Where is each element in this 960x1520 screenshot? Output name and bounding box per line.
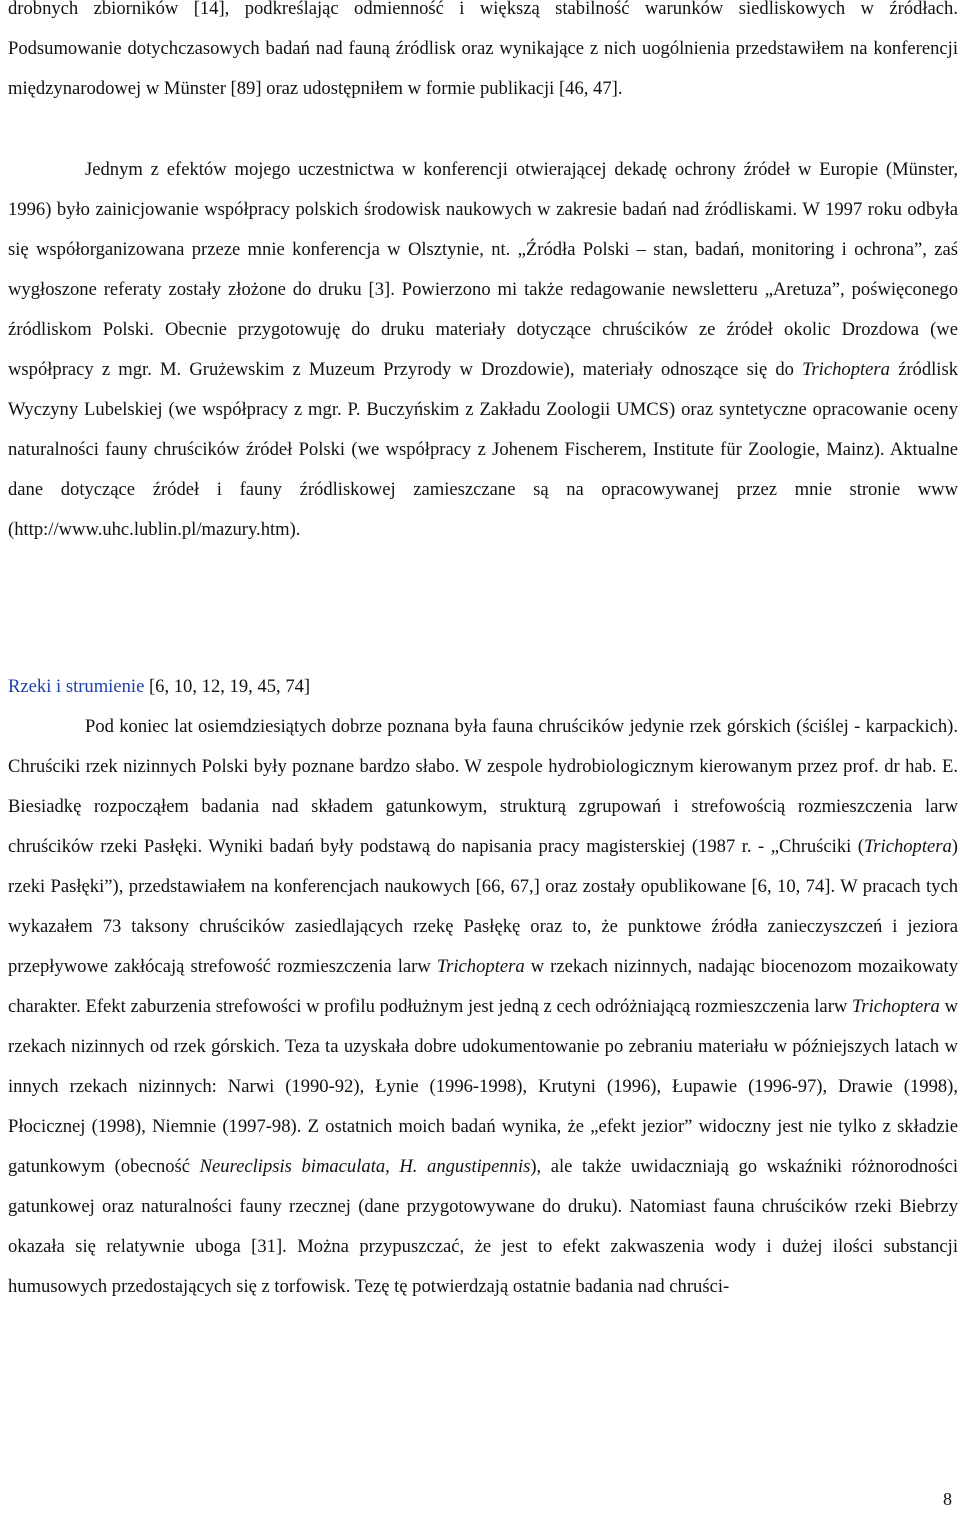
taxon-name: Trichoptera	[863, 836, 952, 857]
paragraph-springs-summary	[8, 0, 958, 109]
taxon-name: Trichoptera	[852, 996, 940, 1017]
section-heading-refs: [6, 10, 12, 19, 45, 74]	[144, 676, 311, 697]
taxon-name: Neureclipsis bimaculata, H. angustipennis	[199, 1156, 531, 1177]
taxon-name: Trichoptera	[802, 359, 890, 380]
paragraph-text: Pod koniec lat osiemdziesiątych dobrze poznana była fauna chruścików jedynie rzek górskich (ściślej - karpackich). Chruściki rzek nizinnych Polski były poznane bardzo słabo. W zespole hydrobiologicznym kierowanym przez prof. dr hab. E. Biesiadkę rozpocząłem badania nad składem gatunkowym, strukturą zgrupowań i strefowością rozmieszczenia larw chruścików rzeki Pasłęki. Wyniki badań były podstawą do napisania pracy magisterskiej (1987 r. - „Chruściki (	[8, 716, 958, 857]
paragraph-text: źródlisk Wyczyny Lubelskiej (we współpracy z mgr. P. Buczyńskim z Zakładu Zoologii UMCS) oraz syntetyczne opracowanie oceny naturalności fauny chruścików źródeł Polski (we współpracy z Johenem Fischerem, Institute für Zoologie, Mainz). Aktualne dane dotyczące źródeł i fauny źródliskowej zamieszczane są na opracowywanej przez mnie stronie www (http://www.uhc.lublin.pl/mazury.htm).	[8, 359, 958, 540]
section-heading	[8, 667, 958, 707]
taxon-name: Trichoptera	[436, 956, 525, 977]
page-number: 8	[943, 1489, 952, 1509]
paragraph-text: Jednym z efektów mojego uczestnictwa w konferencji otwierającej dekadę ochrony źródeł w Europie (Münster, 1996) było zainicjowanie współpracy polskich środowisk naukowych w zakresie badań nad źródliskami. W 1997 roku odbyła się współorganizowana przeze mnie konferencja w Olsztynie, nt. „Źródła Polski – stan, badań, monitoring i ochrona”, zaś wygłoszone referaty zostały złożone do druku [3]. Powierzono mi także redagowanie newsletteru „Aretuza”, poświęconego źródliskom Polski. Obecnie przygotowuję do druku materiały dotyczące chruścików ze źródeł okolic Drozdowa (we współpracy z mgr. M. Grużewskim z Muzeum Przyrody w Drozdowie), materiały odnoszące się do	[8, 159, 958, 380]
paragraph-text: w rzekach nizinnych, nadając biocenozom mozaikowaty charakter. Efekt zaburzenia strefowości w profilu podłużnym jest jedną z cech odróżniającą rozmieszczenia larw	[8, 956, 958, 1017]
paragraph-text: drobnych zbiorników [14], podkreślając odmienność i większą stabilność warunków siedliskowych w źródłach. Podsumowanie dotychczasowych badań nad fauną źródlisk oraz wynikające z nich uogólnienia przedstawiłem na konferencji międzynarodowej w Münster [89] oraz udostępniłem w formie publikacji [46, 47].	[8, 0, 958, 99]
section-heading-link[interactable]: Rzeki i strumienie	[8, 676, 145, 697]
paragraph-text: ) rzeki Pasłęki”), przedstawiałem na konferencjach naukowych [66, 67,] oraz zostały opublikowane [6, 10, 74]. W pracach tych wykazałem 73 taksony chruścików zasiedlających rzekę Pasłękę oraz to, że punktowe źródła zanieczyszczeń i jeziora przepływowe zakłócają strefowość rozmieszczenia larw	[8, 836, 958, 977]
paragraph-text: w rzekach nizinnych od rzek górskich. Teza ta uzyskała dobre udokumentowanie po zebraniu materiału w późniejszych latach w innych rzekach nizinnych: Narwi (1990-92), Łynie (1996-1998), Krutyni (1996), Łupawie (1996-97), Drawie (1998), Płocicznej (1998), Niemnie (1997-98). Z ostatnich moich badań wynika, że „efekt jezior” widoczny jest nie tylko z składzie gatunkowym (obecność	[8, 996, 958, 1177]
paragraph-munster-conference	[8, 150, 958, 550]
paragraph-rivers	[8, 707, 958, 1307]
paragraph-text: ), ale także uwidaczniają go wskaźniki różnorodności gatunkowej oraz naturalności fauny rzecznej (dane przygotowywane do druku). Natomiast fauna chruścików rzeki Biebrzy okazała się relatywnie uboga [31]. Można przypuszczać, że jest to efekt zakwaszenia wody i dużej ilości substancji humusowych przedostających się z torfowisk. Tezę tę potwierdzają ostatnie badania nad chruści-	[8, 1156, 959, 1297]
